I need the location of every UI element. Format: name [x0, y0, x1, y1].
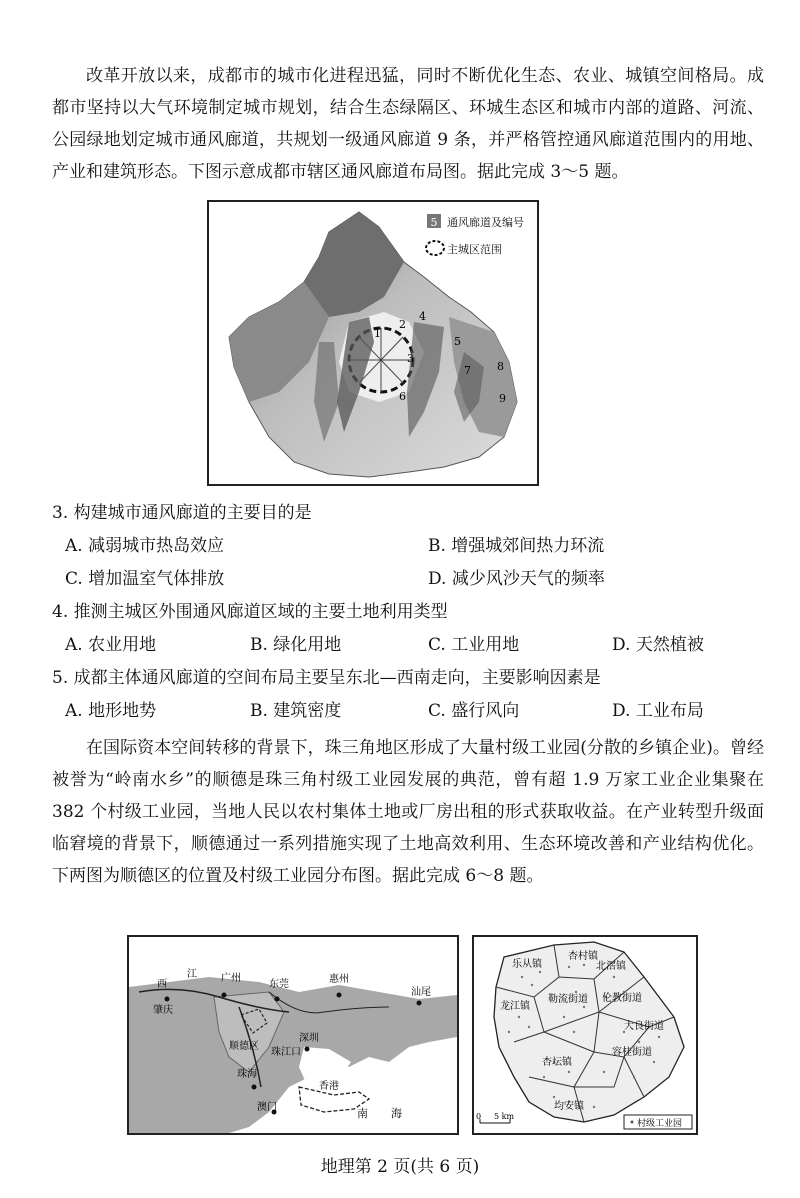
q5-option-d[interactable]: D. 工业布局: [612, 701, 704, 721]
chengdu-corridor-map: [207, 200, 539, 486]
town-label: 乐从镇: [512, 959, 542, 970]
q3-option-a[interactable]: A. 减弱城市热岛效应: [65, 536, 225, 556]
label-hongkong: 香港: [319, 1081, 339, 1092]
town-label: 伦教街道: [602, 993, 642, 1004]
corridor-number: 1: [374, 327, 381, 340]
label-shanwei: 汕尾: [411, 987, 431, 998]
q4-option-a[interactable]: A. 农业用地: [65, 635, 157, 655]
label-huizhou: 惠州: [329, 974, 349, 985]
question-3-stem: 3. 构建城市通风廊道的主要目的是: [52, 503, 312, 523]
legend-corridor-key: 5: [430, 216, 438, 229]
corridor-number: 6: [399, 390, 406, 403]
legend-industrial-park: 村级工业园: [637, 1119, 683, 1129]
town-label: 杏坛镇: [542, 1057, 572, 1068]
q4-option-b[interactable]: B. 绿化用地: [250, 635, 342, 655]
label-macau: 澳门: [257, 1102, 277, 1113]
corridor-number: 5: [454, 335, 461, 348]
q4-option-c[interactable]: C. 工业用地: [428, 635, 520, 655]
q3-option-b[interactable]: B. 增强城郊间热力环流: [428, 536, 605, 556]
label-pearl-river-mouth: 珠江口: [271, 1047, 301, 1058]
q5-option-b[interactable]: B. 建筑密度: [250, 701, 342, 721]
scale-label: 5 km: [494, 1112, 515, 1121]
scale-zero: 0: [476, 1112, 482, 1121]
label-sea: 海: [391, 1107, 402, 1120]
corridor-number: 4: [419, 310, 426, 323]
q5-option-c[interactable]: C. 盛行风向: [428, 701, 520, 721]
shunde-location-map: [127, 935, 459, 1135]
q3-option-d[interactable]: D. 减少风沙天气的频率: [428, 569, 605, 589]
q4-option-d[interactable]: D. 天然植被: [612, 635, 704, 655]
town-label: 北滘镇: [596, 961, 626, 972]
label-south: 南: [357, 1107, 368, 1120]
town-label: 容桂街道: [612, 1047, 652, 1058]
label-xi: 西: [157, 979, 167, 990]
question-5-stem: 5. 成都主体通风廊道的空间布局主要呈东北—西南走向，主要影响因素是: [52, 668, 601, 688]
town-label: 杏村镇: [568, 951, 598, 962]
label-zhaoqing: 肇庆: [153, 1005, 173, 1016]
passage-shunde: 在国际资本空间转移的背景下，珠三角地区形成了大量村级工业园(分散的乡镇企业)。曾经被誉为“岭南水乡”的顺德是珠三角村级工业园发展的典范，曾有超 1.9 万家工业企业集聚在 382 个村级工业园，当地人民以农村集体土地或厂房出租的形式获取收益。在产业转型升级面临窘境的背景下，顺德通过一系列措施实现了土地高效利用、生态环境改善和产业结构优化。下两图为顺德区的位置及村级工业园分布图。据此完成 6～8 题。: [52, 738, 764, 886]
q5-option-a[interactable]: A. 地形地势: [65, 701, 157, 721]
q3-option-c[interactable]: C. 增加温室气体排放: [65, 569, 225, 589]
shunde-industrial-park-map: [472, 935, 698, 1135]
corridor-number: 7: [464, 364, 471, 377]
label-guangzhou: 广州: [221, 973, 241, 984]
label-jiang: 江: [187, 969, 197, 980]
page-footer: 地理第 2 页(共 6 页): [320, 1157, 480, 1177]
corridor-number: 9: [499, 392, 506, 405]
town-label: 大良街道: [624, 1021, 664, 1032]
town-label: 勒流街道: [548, 994, 588, 1005]
legend-urban-label: 主城区范围: [447, 243, 502, 256]
town-label: 龙江镇: [500, 1001, 530, 1012]
corridor-number: 2: [399, 318, 406, 331]
label-shenzhen: 深圳: [299, 1033, 319, 1044]
town-label: 均安镇: [554, 1101, 584, 1112]
question-4-stem: 4. 推测主城区外围通风廊道区域的主要土地利用类型: [52, 602, 448, 622]
label-dongguan: 东莞: [269, 979, 289, 990]
label-shunde: 顺德区: [229, 1041, 259, 1052]
corridor-number: 8: [497, 360, 504, 373]
passage-chengdu: 改革开放以来，成都市的城市化进程迅猛，同时不断优化生态、农业、城镇空间格局。成都市坚持以大气环境制定城市规划，结合生态绿隔区、环城生态区和城市内部的道路、河流、公园绿地划定城市通风廊道，共规划一级通风廊道 9 条，并严格管控通风廊道范围内的用地、产业和建筑形态。下图示意成都市辖区通风廊道布局图。据此完成 3～5 题。: [52, 66, 764, 182]
legend-corridor-label: 通风廊道及编号: [447, 216, 524, 229]
label-zhuhai: 珠海: [237, 1069, 257, 1080]
corridor-number: 3: [407, 352, 414, 365]
